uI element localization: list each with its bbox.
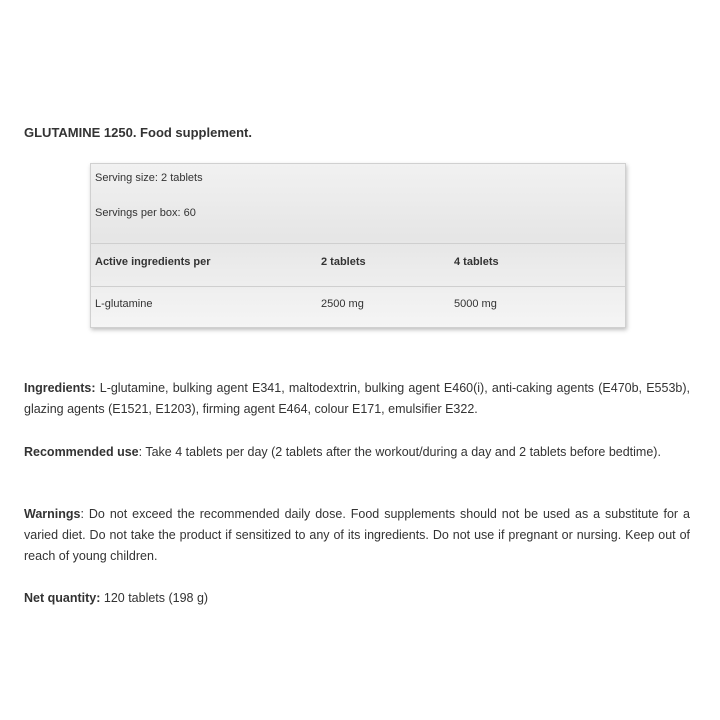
nutrition-facts-panel [90,163,626,328]
amount-2-tablets: 2500 mg [321,298,364,310]
warnings-text: : Do not exceed the recommended daily dose. Food supplements should not be used as a substitute for a varied diet. Do not take the product if sensitized to any of its ingredients. Do not use if pregnant or nursing. Keep out of reach of young children. [24,507,690,563]
header-4-tablets: 4 tablets [454,256,499,268]
ingredients-text: L-glutamine, bulking agent E341, maltodextrin, bulking agent E460(i), anti-caking agents (E470b, E553b), glazing agents (E1521, E1203), firming agent E464, colour E171, emulsifier E322. [24,381,690,416]
serving-size: Serving size: 2 tablets [95,172,203,184]
servings-per-box: Servings per box: 60 [95,207,196,219]
recommended-use-text: : Take 4 tablets per day (2 tablets after the workout/during a day and 2 tablets before bedtime). [138,445,661,459]
recommended-use-label: Recommended use [24,445,139,459]
net-quantity-text: 120 tablets (198 g) [100,591,209,605]
warnings-paragraph [24,504,690,567]
product-title: GLUTAMINE 1250. Food supplement. [24,125,253,140]
facts-table-header [91,243,625,287]
net-quantity-label: Net quantity: [24,591,101,605]
amount-4-tablets: 5000 mg [454,298,497,310]
net-quantity-paragraph [24,588,690,609]
recommended-use-paragraph [24,442,690,463]
header-2-tablets: 2 tablets [321,256,366,268]
table-row [91,286,625,328]
header-active-ingredients: Active ingredients per [95,256,211,268]
ingredient-name: L-glutamine [95,298,153,310]
warnings-label: Warnings [24,507,81,521]
ingredients-label: Ingredients: [24,381,96,395]
ingredients-paragraph [24,378,690,420]
